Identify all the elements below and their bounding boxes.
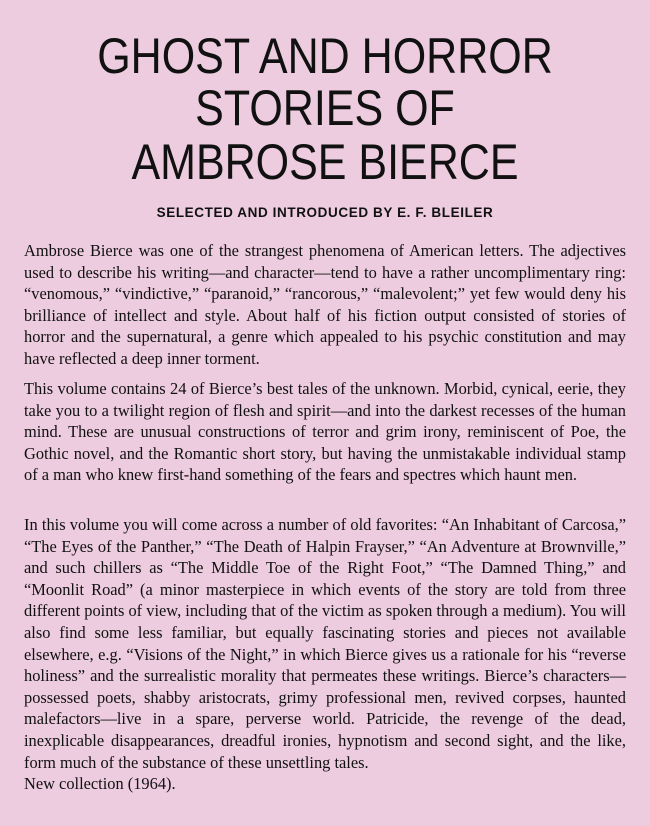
collection-note: New collection (1964). [24,774,176,793]
subtitle-editor: SELECTED AND INTRODUCED BY E. F. BLEILER [156,205,494,220]
description-paragraph-3: In this volume you will come across a number of old favorites: “An Inhabitant of Carcosa,” “The Eyes of the Panther,” “The Death of Halpin Frayser,” “An Adventure at Brownville,” and such chillers as “The Middle Toe of the Right Foot,” “The Damned Thing,” and “Moonlit Road” (a minor masterpiece in which events of the story are told from three different points of view, including that of the victim as spoken through a medium). You will also find some less familiar, but equally fascinating stories and pieces not available elsewhere, e.g. “Visions of the Night,” in which Bierce gives us a rationale for his “reverse holiness” and the surrealistic morality that permeates these writings. Bierce’s characters—possessed poets, shabby aristocrats, grimy professional men, revived corpses, haunted malefactors—live in a spare, perverse world. Patricide, the revenge of the dead, inexplicable disappearances, dreadful ironies, hypnotism and second sight, and the like, form much of the substance of these unsettling tales. [24,515,626,772]
description-paragraph-1: Ambrose Bierce was one of the strangest phenomena of American letters. The adjectives used to describe his writing—and character—tend to have a rather uncomplimentary ring: “venomous,” “vindictive,” “paranoid,” “rancorous,” “malevolent;” yet few would deny his brilliance of intellect and style. About half of his fiction output consisted of stories of horror and the supernatural, a genre which appealed to his psychic constitution and may have reflected a deep inner torment. [24,241,626,368]
title-line-1: GHOST AND HORROR [97,28,553,84]
title-line-3: AMBROSE BIERCE [131,134,519,190]
title-line-2: STORIES OF [195,80,455,136]
description-paragraph-2: This volume contains 24 of Bierce’s best tales of the unknown. Morbid, cynical, eerie, they take you to a twilight region of flesh and spirit—and into the darkest recesses of the human mind. These are unusual constructions of terror and grim irony, reminiscent of Poe, the Gothic novel, and the Romantic short story, but having the unmistakable individual stamp of a man who knew first-hand something of the fears and spectres which haunt men. [24,379,626,485]
